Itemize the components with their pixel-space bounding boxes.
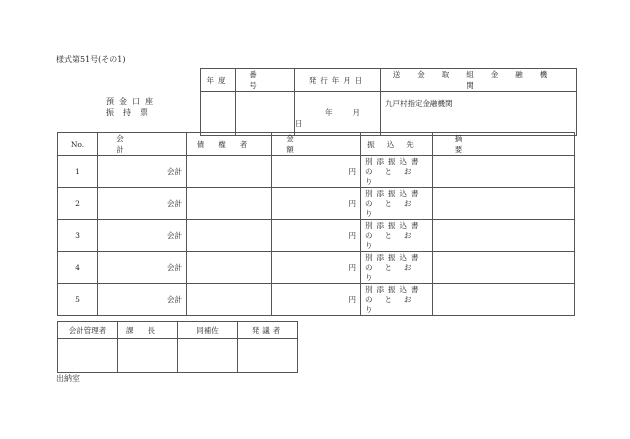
approval-header-accounting-manager: 会計管理者 [58,322,118,339]
approval-stamp-deputy[interactable] [178,339,238,373]
form-name-line2: 振持票 [106,108,157,117]
summary-cell[interactable] [433,284,575,316]
approval-header-section-chief: 課長 [118,322,178,339]
account-cell[interactable]: 会計 [98,156,187,188]
account-cell[interactable]: 会計 [98,188,187,220]
creditor-cell[interactable] [187,252,272,284]
issue-date-cell[interactable] [295,92,381,136]
transfer-note-line1: 別添振込書 [365,220,423,230]
month-label: 月 [352,108,360,117]
issue-date-header: 発行年月日 [295,69,381,92]
amount-cell[interactable]: 円 [272,220,361,252]
table-row [58,284,575,316]
transfer-note-line2: のとおり [365,198,424,218]
transfer-note-line1: 別添振込書 [365,188,423,198]
row-no: 2 [58,188,98,220]
transfer-table [57,132,575,316]
approval-stamp-proposer[interactable] [238,339,298,373]
office-label: 出納室 [56,374,80,383]
issue-info-table [200,68,577,136]
fiscal-year-header: 年度 [201,69,236,92]
table-row [58,188,575,220]
approval-table [57,321,298,373]
form-name-labels [106,96,158,118]
creditor-cell[interactable] [187,188,272,220]
row-no: 4 [58,252,98,284]
account-header: 会計 [98,133,187,156]
institution-value: 九戸村指定金融機関 [385,99,453,108]
amount-cell[interactable]: 円 [272,156,361,188]
day-label: 日 [295,119,303,128]
transfer-note-line2: のとおり [365,230,424,250]
amount-cell[interactable]: 円 [272,252,361,284]
creditor-cell[interactable] [187,156,272,188]
year-label: 年 [325,108,333,117]
transfer-to-header: 振込先 [361,133,433,156]
no-header: No. [58,133,98,156]
transfer-to-cell[interactable] [361,220,433,252]
approval-header-proposer: 発議者 [238,322,298,339]
summary-cell[interactable] [433,252,575,284]
summary-cell[interactable] [433,220,575,252]
row-no: 3 [58,220,98,252]
transfer-to-cell[interactable] [361,284,433,316]
creditor-header: 債権者 [187,133,272,156]
summary-cell[interactable] [433,156,575,188]
amount-header: 金額 [272,133,361,156]
transfer-note-line2: のとおり [365,262,424,282]
approval-header-deputy: 同補佐 [178,322,238,339]
account-cell[interactable]: 会計 [98,284,187,316]
transfer-to-cell[interactable] [361,188,433,220]
summary-header: 摘要 [433,133,575,156]
row-no: 1 [58,156,98,188]
approval-stamp-accounting-manager[interactable] [58,339,118,373]
table-row [58,252,575,284]
transfer-note-line1: 別添振込書 [365,252,423,262]
transfer-note-line2: のとおり [365,166,424,186]
table-row [58,156,575,188]
transfer-to-cell[interactable] [361,252,433,284]
fiscal-year-cell[interactable] [201,92,236,136]
approval-stamp-section-chief[interactable] [118,339,178,373]
amount-cell[interactable]: 円 [272,284,361,316]
account-cell[interactable]: 会計 [98,252,187,284]
number-header: 番号 [236,69,295,92]
form-title: 様式第51号(その1) [56,55,126,64]
account-cell[interactable]: 会計 [98,220,187,252]
table-row [58,220,575,252]
transfer-note-line1: 別添振込書 [365,284,423,294]
transfer-to-cell[interactable] [361,156,433,188]
row-no: 5 [58,284,98,316]
transfer-note-line2: のとおり [365,294,424,314]
creditor-cell[interactable] [187,284,272,316]
institution-cell[interactable] [381,92,577,136]
transfer-note-line1: 別添振込書 [365,156,423,166]
summary-cell[interactable] [433,188,575,220]
remittance-institution-header: 送金取組金融機関 [381,69,577,92]
number-cell[interactable] [236,92,295,136]
amount-cell[interactable]: 円 [272,188,361,220]
form-name-line1: 預金口座 [106,97,158,106]
creditor-cell[interactable] [187,220,272,252]
